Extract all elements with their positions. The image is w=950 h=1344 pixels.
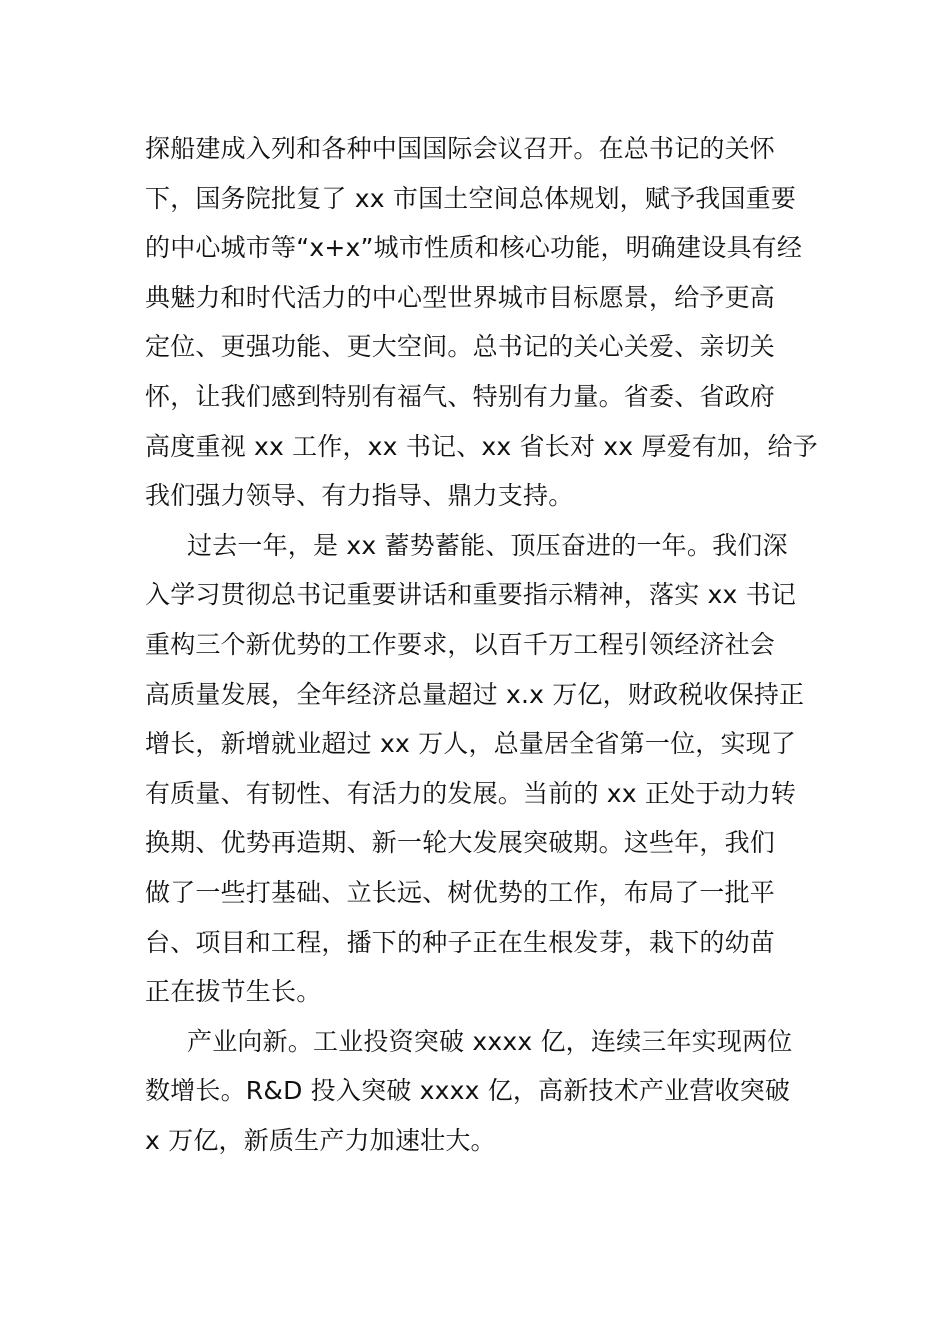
text-line: 数增长。R&D 投入突破 xxxx 亿，高新技术产业营收突破 xyxy=(145,1076,791,1106)
text-line: 正在拔节生长。 xyxy=(145,977,322,1007)
text-line: 增长，新增就业超过 xx 万人，总量居全省第一位，实现了 xyxy=(145,729,797,759)
body-text xyxy=(145,124,825,1165)
text-line: x 万亿，新质生产力加速壮大。 xyxy=(145,1125,496,1155)
text-line: 探船建成入列和各种中国国际会议召开。在总书记的关怀 xyxy=(145,134,776,163)
text-line: 我们强力领导、有力指导、鼎力支持。 xyxy=(145,481,574,511)
text-line: 下，国务院批复了 xx 市国土空间总体规划，赋予我国重要 xyxy=(145,183,797,213)
paragraph-3 xyxy=(145,1017,825,1166)
text-line: 重构三个新优势的工作要求，以百千万工程引领经济社会 xyxy=(145,629,776,659)
text-line: 有质量、有韧性、有活力的发展。当前的 xx 正处于动力转 xyxy=(145,778,797,808)
text-line: 换期、优势再造期、新一轮大发展突破期。这些年，我们 xyxy=(145,828,776,858)
text-line: 高度重视 xx 工作，xx 书记、xx 省长对 xx 厚爱有加，给予 xyxy=(145,431,818,461)
text-line: 高质量发展，全年经济总量超过 x.x 万亿，财政税收保持正 xyxy=(145,679,805,709)
text-line: 典魅力和时代活力的中心型世界城市目标愿景，给予更高 xyxy=(145,282,776,312)
text-line: 入学习贯彻总书记重要讲话和重要指示精神，落实 xx 书记 xyxy=(145,580,797,610)
text-line: 怀，让我们感到特别有福气、特别有力量。省委、省政府 xyxy=(145,381,776,411)
text-line: 产业向新。工业投资突破 xxxx 亿，连续三年实现两位 xyxy=(187,1026,793,1056)
paragraph-1 xyxy=(145,124,825,521)
text-line: 过去一年，是 xx 蓄势蓄能、顶压奋进的一年。我们深 xyxy=(187,530,788,560)
text-line: 的中心城市等“x+x”城市性质和核心功能，明确建设具有经 xyxy=(145,233,803,263)
paragraph-2 xyxy=(145,521,825,1017)
text-line: 做了一些打基础、立长远、树优势的工作，布局了一批平 xyxy=(145,877,776,907)
text-line: 台、项目和工程，播下的种子正在生根发芽，栽下的幼苗 xyxy=(145,927,776,957)
text-line: 定位、更强功能、更大空间。总书记的关心关爱、亲切关 xyxy=(145,332,776,362)
